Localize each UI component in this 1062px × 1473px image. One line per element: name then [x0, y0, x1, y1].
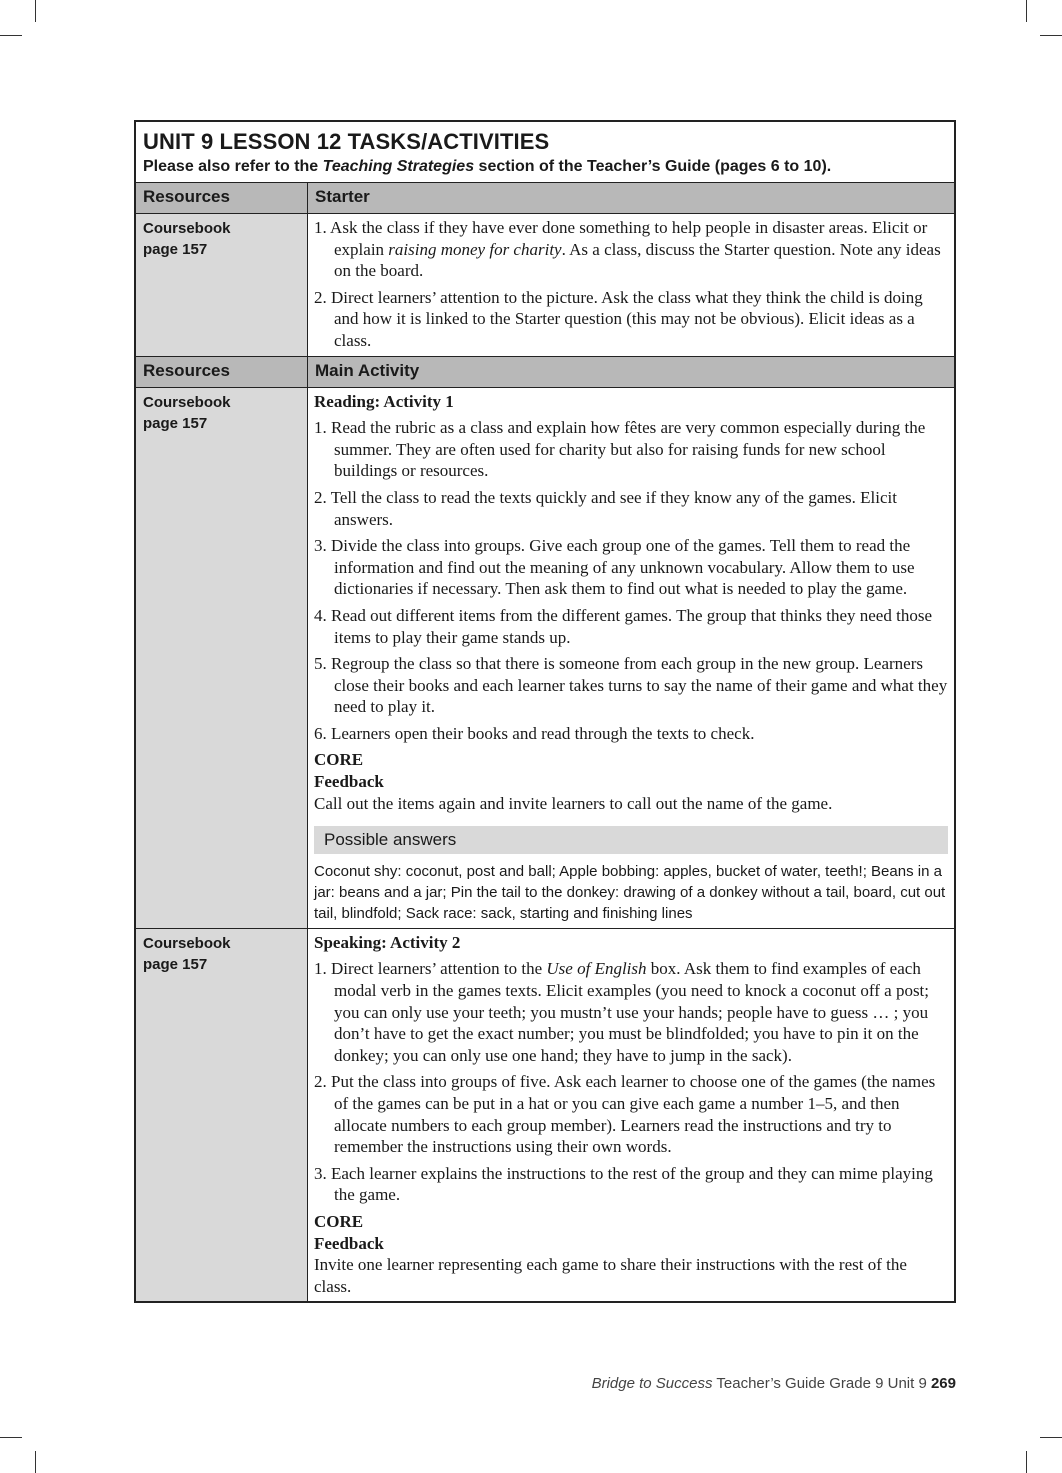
resources-header: Resources	[135, 356, 308, 387]
starter-body	[308, 214, 956, 357]
starter-step: 1. Ask the class if they have ever done something to help people in disaster areas. Elicit or explain raising money for charity. As a class, discuss the Starter question. Note any ideas on the board.	[314, 218, 941, 281]
speaking-step: 1. Direct learners’ attention to the Use of English box. Ask them to find examples of each modal verb in the games texts. Elicit examples (you need to knock a coconut off a post; you can only use your teeth; you mustn’t use your hands; people have to guess … ; you don’t have to get the exact number; you must be blindfolded; you have to pin it on the donkey; you can only use one hand; they have to jump in the sack).	[314, 959, 929, 1065]
main-header-row	[135, 356, 955, 387]
reading-row	[135, 387, 955, 928]
reading-step: 3. Divide the class into groups. Give each group one of the games. Tell them to read the information and find out the meaning of any unknown vocabulary. Allow them to use dictionaries if necessary. Then ask them to find out what is needed to play the game.	[314, 536, 915, 599]
reading-step: 5. Regroup the class so that there is someone from each group in the new group. Learners close their books and each learner takes turns to say the name of their game and what they need to play it.	[314, 654, 948, 717]
speaking-step: 3. Each learner explains the instructions to the rest of the group and they can mime playing the game.	[314, 1163, 933, 1205]
speaking-body	[308, 928, 956, 1302]
reading-activity-title: Reading: Activity 1	[314, 391, 454, 411]
reading-step: 2. Tell the class to read the texts quickly and see if they know any of the games. Elicit answers.	[314, 487, 897, 529]
lesson-table	[134, 120, 956, 1303]
title-cell	[135, 121, 955, 183]
feedback-text: Invite one learner representing each game to share their instructions with the rest of the class.	[314, 1255, 907, 1296]
crop-mark	[1040, 35, 1062, 36]
possible-answers-header: Possible answers	[314, 826, 948, 854]
resource-book: Coursebook	[143, 393, 231, 411]
core-label: CORE	[314, 1211, 364, 1231]
crop-mark	[0, 35, 22, 36]
starter-header: Starter	[308, 183, 956, 214]
series-title: Bridge to Success	[591, 1375, 713, 1392]
crop-mark	[1040, 1437, 1062, 1438]
crop-mark	[0, 1437, 22, 1438]
possible-answers-text: Coconut shy: coconut, post and ball; Apple bobbing: apples, bucket of water, teeth!; Beans in a jar: beans and a jar; Pin the tail to the donkey: drawing of a donkey without a tail, board, cut out tail, blindfold; Sack race: sack, starting and finishing lines	[314, 862, 946, 922]
speaking-steps	[314, 958, 948, 1206]
starter-step: 2. Direct learners’ attention to the picture. Ask the class what they think the child is doing and how it is linked to the Starter question (this may not be obvious). Elicit ideas as a class.	[314, 287, 923, 350]
resource-book: Coursebook	[143, 934, 231, 952]
core-label: CORE	[314, 750, 364, 770]
subtitle-post: section of the Teacher’s Guide (pages 6 to 10).	[474, 158, 832, 175]
subtitle-pre: Please also refer to the	[143, 158, 323, 175]
crop-mark	[1026, 0, 1027, 22]
page-footer	[592, 1375, 956, 1392]
crop-mark	[35, 1451, 36, 1473]
speaking-activity-title: Speaking: Activity 2	[314, 932, 461, 952]
crop-mark	[35, 0, 36, 22]
crop-mark	[1026, 1451, 1027, 1473]
feedback-title: Feedback	[314, 1233, 384, 1253]
starter-header-row	[135, 183, 955, 214]
starter-steps	[314, 217, 948, 352]
speaking-row	[135, 928, 955, 1302]
resource-page: page 157	[143, 241, 208, 258]
resource-page: page 157	[143, 955, 208, 973]
feedback-text: Call out the items again and invite learners to call out the name of the game.	[314, 793, 833, 813]
lesson-subtitle	[143, 156, 947, 178]
speaking-resource	[135, 928, 308, 1302]
starter-row	[135, 214, 955, 357]
resource-page: page 157	[143, 414, 208, 432]
page-number: 269	[930, 1375, 956, 1392]
footer-text: Teacher’s Guide Grade 9 Unit 9	[712, 1375, 931, 1392]
main-activity-header: Main Activity	[308, 356, 956, 387]
lesson-title: UNIT 9 LESSON 12 TASKS/ACTIVITIES	[143, 129, 550, 154]
reading-step: 1. Read the rubric as a class and explain how fêtes are very common especially during the summer. They are often used for charity but also for raising funds for new school buildings or resources.	[314, 418, 926, 481]
reading-resource	[135, 387, 308, 928]
speaking-step: 2. Put the class into groups of five. Ask each learner to choose one of the games (the names of the games can be put in a hat or you can give each game a number 1–5, and then allocate numbers to each group member). Learners read the instructions and try to remember the instructions using their own words.	[314, 1072, 936, 1157]
subtitle-emphasis: Teaching Strategies	[322, 158, 475, 175]
feedback-title: Feedback	[314, 772, 384, 792]
resource-book: Coursebook	[143, 220, 231, 237]
reading-body	[308, 387, 956, 928]
reading-step: 6. Learners open their books and read through the texts to check.	[314, 723, 755, 743]
starter-resource	[135, 214, 308, 357]
reading-step: 4. Read out different items from the different games. The group that thinks they need those items to play their game stands up.	[314, 605, 932, 647]
resources-header: Resources	[135, 183, 308, 214]
reading-steps	[314, 417, 948, 744]
